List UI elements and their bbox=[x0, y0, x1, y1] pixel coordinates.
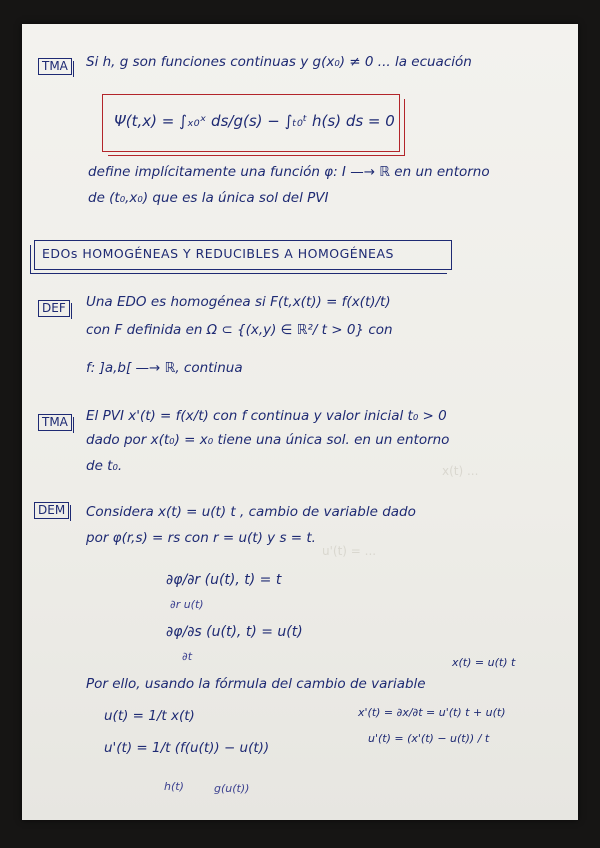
definition-tag: DEF bbox=[38, 300, 70, 317]
theorem-line: El PVI x'(t) = f(x/t) con f continua y valor inicial t₀ > 0 bbox=[86, 408, 447, 424]
notebook-page bbox=[22, 24, 578, 820]
side-equation: u'(t) = (x'(t) − u(t)) / t bbox=[368, 732, 490, 745]
definition-line: con F definida en Ω ⊂ {(x,y) ∈ ℝ²/ t > 0} con bbox=[86, 322, 393, 338]
proof-tag: DEM bbox=[34, 502, 69, 519]
implicit-formula: Ψ(t,x) = ∫ₓ₀ˣ ds/g(s) − ∫ₜ₀ᵗ h(s) ds = 0 bbox=[114, 112, 395, 130]
theorem-line: define implícitamente una función φ: I —→ ℝ en un entorno bbox=[88, 164, 490, 180]
theorem-tag: TMA bbox=[38, 58, 72, 75]
definition-line: f: ]a,b[ —→ ℝ, continua bbox=[86, 360, 243, 376]
bleed-through-text: u'(t) = ... bbox=[322, 544, 377, 558]
brace-label: h(t) bbox=[164, 780, 184, 793]
side-equation: x'(t) = ∂x/∂t = u'(t) t + u(t) bbox=[358, 706, 506, 719]
equation-u-prime: u'(t) = 1/t (f(u(t)) − u(t)) bbox=[104, 740, 270, 756]
definition-line: Una EDO es homogénea si F(t,x(t)) = f(x(t)/t) bbox=[86, 294, 391, 310]
partial-derivative-r: ∂φ/∂r (u(t), t) = t bbox=[166, 572, 282, 588]
proof-line: por φ(r,s) = rs con r = u(t) y s = t. bbox=[86, 530, 316, 546]
theorem-line: dado por x(t₀) = x₀ tiene una única sol. en un entorno bbox=[86, 432, 450, 448]
derivative-note: ∂t bbox=[182, 650, 193, 663]
theorem-tag: TMA bbox=[38, 414, 72, 431]
section-title: EDOs HOMOGÉNEAS Y REDUCIBLES A HOMOGÉNEAS bbox=[42, 246, 394, 261]
theorem-line: de t₀. bbox=[86, 458, 123, 474]
partial-derivative-s: ∂φ/∂s (u(t), t) = u(t) bbox=[166, 624, 303, 640]
theorem-line: Si h, g son funciones continuas y g(x₀) ≠ 0 ... la ecuación bbox=[86, 54, 472, 70]
proof-line: Considera x(t) = u(t) t , cambio de variable dado bbox=[86, 504, 416, 520]
proof-line: Por ello, usando la fórmula del cambio de variable bbox=[86, 676, 426, 692]
bleed-through-text: x(t) ... bbox=[442, 464, 479, 478]
derivative-note: ∂r u(t) bbox=[170, 598, 204, 611]
theorem-line: de (t₀,x₀) que es la única sol del PVI bbox=[88, 190, 329, 206]
equation-u: u(t) = 1/t x(t) bbox=[104, 708, 195, 724]
side-note: x(t) = u(t) t bbox=[452, 656, 516, 669]
brace-label: g(u(t)) bbox=[214, 782, 250, 795]
